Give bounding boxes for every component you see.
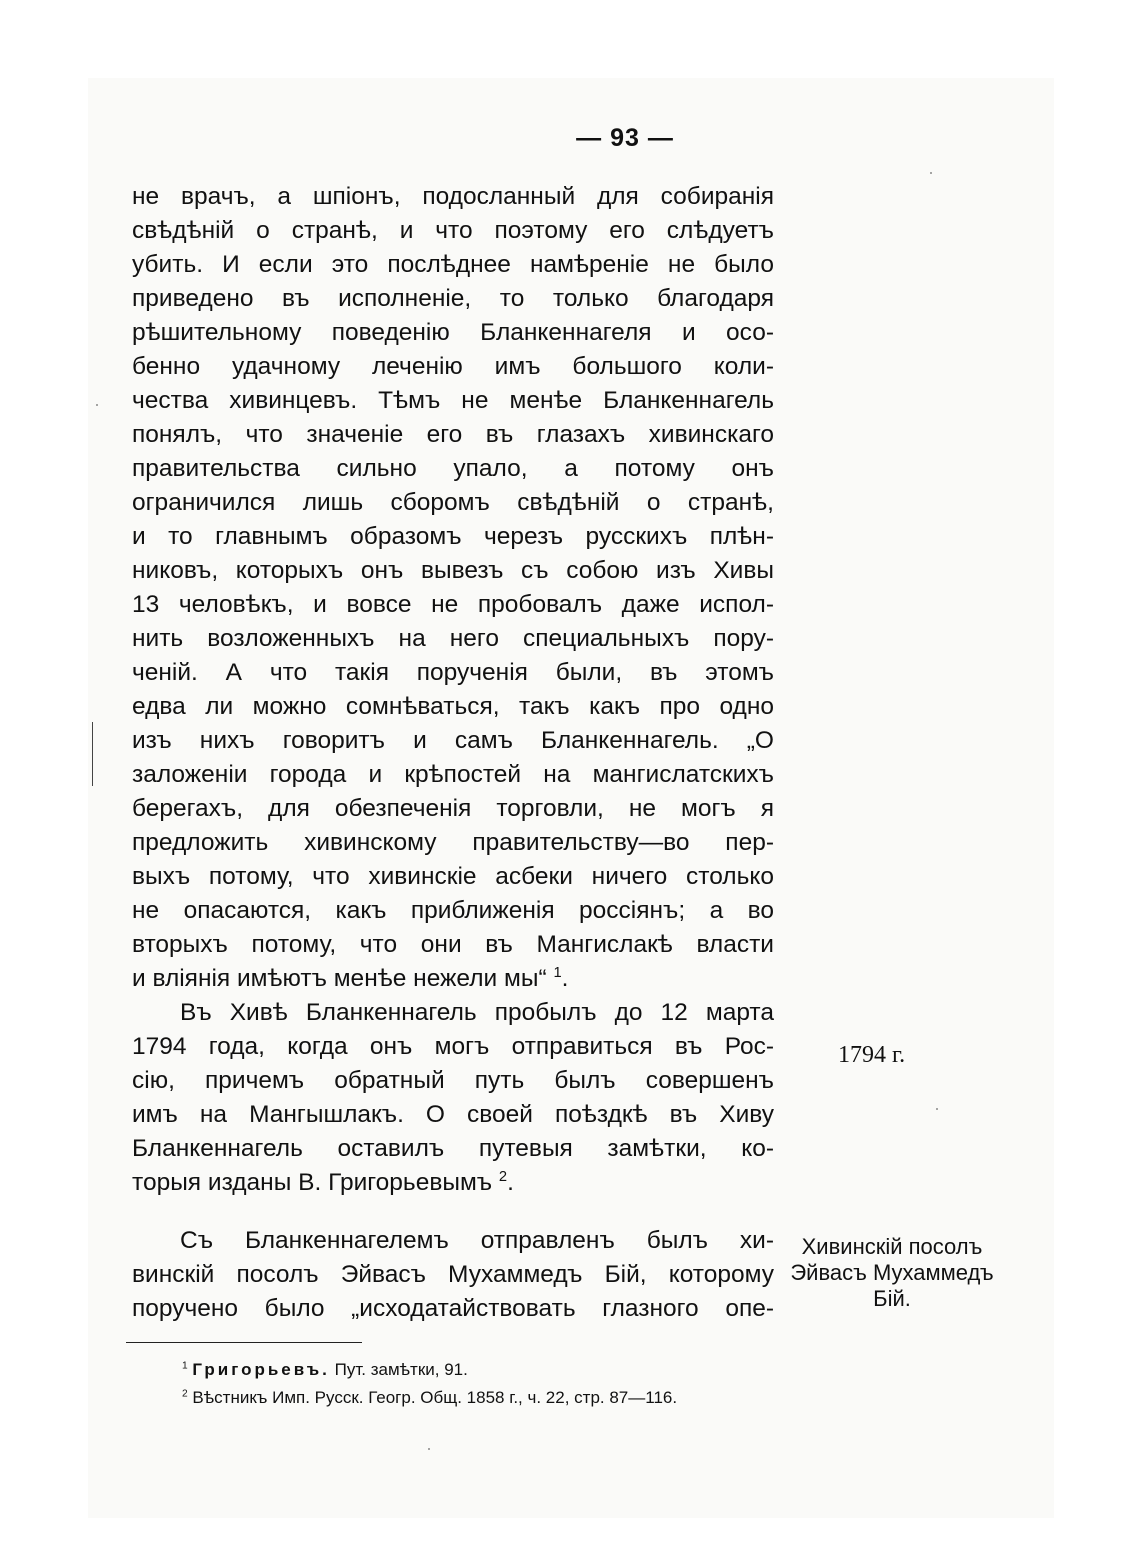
text-line: понялъ, что значеніе его въ глазахъ хивинскаго	[132, 421, 774, 448]
text-line: предложить хивинскому правительству—во пер-	[132, 829, 774, 856]
paragraph-1	[132, 180, 774, 996]
line-end: .	[561, 965, 569, 992]
footnote-mark: 1	[182, 1360, 188, 1372]
text-line: берегахъ, для обезпеченія торговли, не могъ я	[132, 795, 774, 822]
text-line: ченій. А что такія порученія были, въ этомъ	[132, 659, 774, 686]
text-line: вторыхъ потому, что они въ Мангислакѣ власти	[132, 931, 774, 958]
text-line: свѣдѣній о странѣ, и что поэтому его слѣдуетъ	[132, 217, 774, 244]
text-line: Съ Бланкеннагелемъ отправленъ былъ хи-	[180, 1227, 774, 1254]
text-line: винскій посолъ Эйвасъ Мухаммедъ Бій, которому	[132, 1261, 774, 1288]
text-line: имъ на Мангышлакъ. О своей поѣздкѣ въ Хиву	[132, 1101, 774, 1128]
text-line: приведено въ исполненіе, то только благодаря	[132, 285, 774, 312]
speck	[936, 1108, 938, 1110]
text-line: сію, причемъ обратный путь былъ совершенъ	[132, 1067, 774, 1094]
footnote-text: Вѣстникъ Имп. Русск. Геогр. Общ. 1858 г., ч. 22, стр. 87—116.	[187, 1388, 678, 1407]
margin-note-line: Хивинскій посолъ	[801, 1234, 983, 1259]
text-line: едва ли можно сомнѣваться, такъ какъ про одно	[132, 693, 774, 720]
footnote-author: Григорьевъ.	[192, 1360, 330, 1379]
text-line-last	[132, 1166, 774, 1200]
footnote-1	[182, 1356, 677, 1384]
text-line: выхъ потому, что хивинскіе асбеки ничего столько	[132, 863, 774, 890]
footnote-mark: 2	[182, 1388, 188, 1400]
footnote-text: Пут. замѣтки, 91.	[329, 1360, 468, 1379]
text-line: не опасаются, какъ приближенія россіянъ; а во	[132, 897, 774, 924]
text-line: никовъ, которыхъ онъ вывезъ съ собою изъ Хивы	[132, 557, 774, 584]
text-line: заложеніи города и крѣпостей на мангислатскихъ	[132, 761, 774, 788]
margin-note-envoy	[776, 1234, 1008, 1312]
paragraph-3	[132, 1224, 774, 1326]
text-line-content: и вліянія имѣютъ менѣе нежели мы“	[132, 965, 547, 992]
footnote-2	[182, 1384, 677, 1412]
text-line: бенно удачному леченію имъ большого коли-	[132, 353, 774, 380]
text-line: ограничился лишь сборомъ свѣдѣній о странѣ,	[132, 489, 774, 516]
paragraph-2	[132, 996, 774, 1200]
speck	[428, 1448, 430, 1450]
footnote-ref-2: 2	[498, 1168, 508, 1185]
text-line: 13 человѣкъ, и вовсе не пробовалъ даже испол-	[132, 591, 774, 618]
speck	[96, 404, 98, 406]
page-number: — 93 —	[576, 124, 674, 152]
margin-mark	[92, 722, 93, 786]
footnote-divider	[126, 1342, 362, 1343]
text-line: не врачъ, а шпіонъ, подосланный для собиранія	[132, 183, 774, 210]
speck	[930, 172, 932, 174]
text-line: 1794 года, когда онъ могъ отправиться въ Рос-	[132, 1033, 774, 1060]
text-line: и то главнымъ образомъ черезъ русскихъ плѣн-	[132, 523, 774, 550]
footnotes	[182, 1356, 677, 1412]
text-line: убить. И если это послѣднее намѣреніе не было	[132, 251, 774, 278]
text-line: Бланкеннагель оставилъ путевыя замѣтки, ко-	[132, 1135, 774, 1162]
text-line: изъ нихъ говоритъ и самъ Бланкеннагель. „О	[132, 727, 774, 754]
text-line-last	[132, 962, 774, 996]
text-line-content: торыя изданы В. Григорьевымъ	[132, 1169, 493, 1196]
margin-note-year: 1794 г.	[838, 1042, 906, 1068]
margin-note-line: Бій.	[873, 1286, 911, 1311]
text-line: правительства сильно упало, а потому онъ	[132, 455, 774, 482]
text-line: поручено было „исходатайствовать глазного опе-	[132, 1295, 774, 1322]
text-line: чества хивинцевъ. Тѣмъ не менѣе Бланкеннагель	[132, 387, 774, 414]
text-line: Въ Хивѣ Бланкеннагель пробылъ до 12 марта	[180, 999, 774, 1026]
text-line: нить возложенныхъ на него специальныхъ пору-	[132, 625, 774, 652]
footnote-ref-1: 1	[553, 964, 562, 981]
margin-note-line: Эйвасъ Мухаммедъ	[790, 1260, 994, 1285]
text-line: рѣшительному поведенію Бланкеннагеля и осо-	[132, 319, 774, 346]
line-end: .	[507, 1169, 514, 1196]
